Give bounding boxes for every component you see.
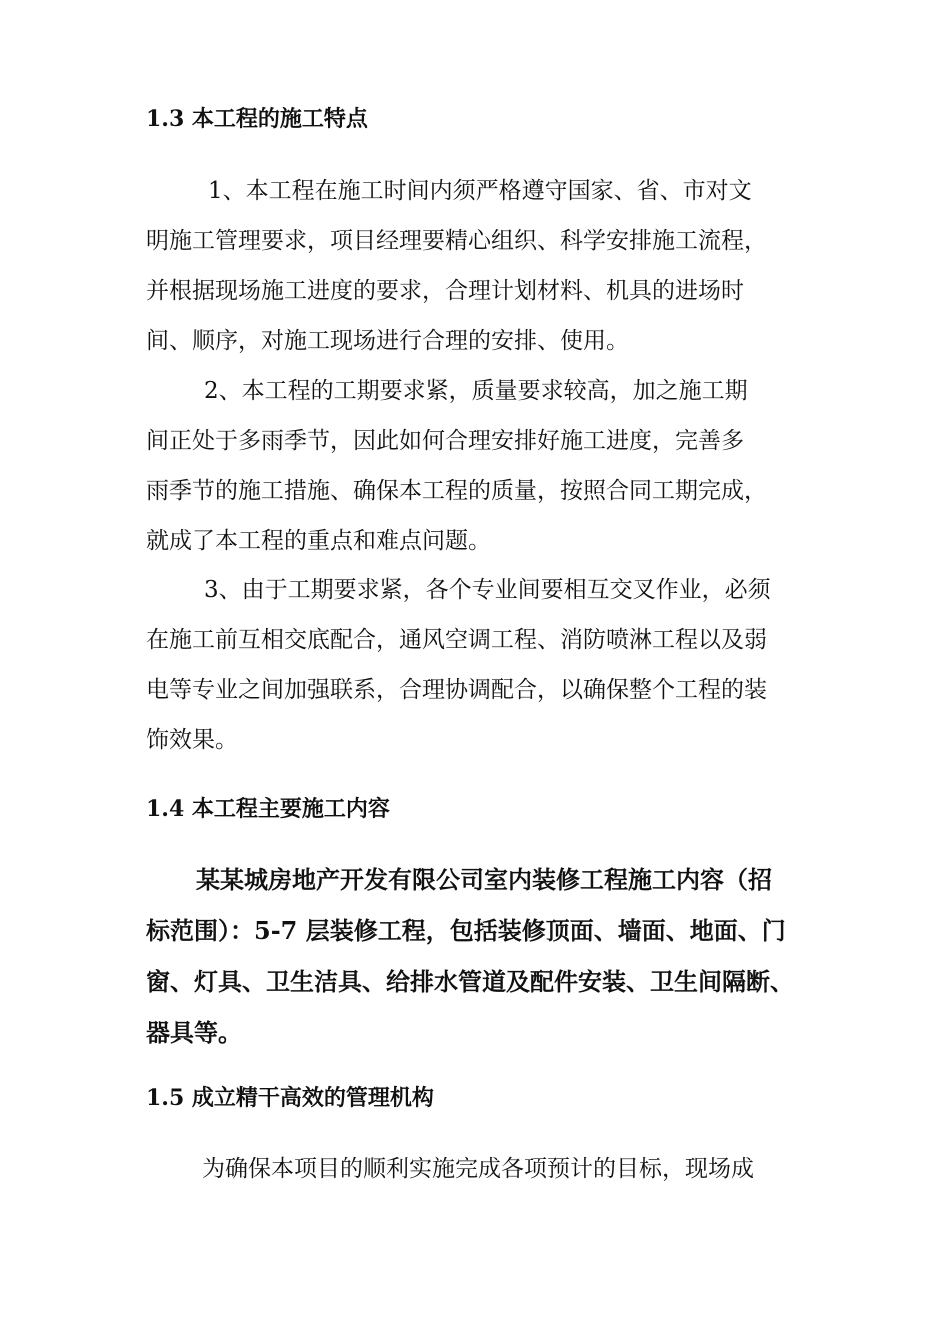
text-line: 间正处于多雨季节，因此如何合理安排好施工进度，完善多 [146, 428, 744, 454]
section-heading-1-4: 1.4 本工程主要施工内容 [146, 796, 390, 822]
text-line: 3、由于工期要求紧，各个专业间要相互交叉作业，必须 [204, 577, 771, 603]
section-heading-1-5: 1.5 成立精干高效的管理机构 [146, 1085, 434, 1111]
text-line: 在施工前互相交底配合，通风空调工程、消防喷淋工程以及弱 [146, 627, 767, 653]
text-line: 为确保本项目的顺利实施完成各项预计的目标，现场成 [202, 1156, 754, 1182]
paragraph-1-3-item-3 [146, 565, 826, 765]
text-line: 窗、灯具、卫生洁具、给排水管道及配件安装、卫生间隔断、 [146, 967, 794, 996]
paragraph-1-3-item-2 [146, 366, 826, 566]
paragraph-1-5-intro [146, 1144, 826, 1194]
text-line: 就成了本工程的重点和难点问题。 [146, 528, 491, 554]
paragraph-1-3-item-1 [146, 166, 826, 366]
text-line: 并根据现场施工进度的要求，合理计划材料、机具的进场时 [146, 278, 744, 304]
text-line: 雨季节的施工措施、确保本工程的质量，按照合同工期完成， [146, 478, 767, 504]
text-line: 1、本工程在施工时间内须严格遵守国家、省、市对文 [208, 178, 752, 204]
text-line: 器具等。 [146, 1018, 242, 1047]
text-line: 标范围）：5-7 层装修工程，包括装修顶面、墙面、地面、门 [146, 916, 786, 945]
paragraph-1-4-content [146, 854, 826, 1058]
text-line: 饰效果。 [146, 727, 238, 753]
text-line: 明施工管理要求，项目经理要精心组织、科学安排施工流程， [146, 228, 767, 254]
text-line: 2、本工程的工期要求紧，质量要求较高，加之施工期 [204, 378, 748, 404]
text-line: 间、顺序，对施工现场进行合理的安排、使用。 [146, 328, 629, 354]
section-heading-1-3: 1.3 本工程的施工特点 [146, 106, 368, 132]
text-line: 某某城房地产开发有限公司室内装修工程施工内容（招 [196, 865, 772, 894]
text-line: 电等专业之间加强联系，合理协调配合，以确保整个工程的装 [146, 677, 767, 703]
